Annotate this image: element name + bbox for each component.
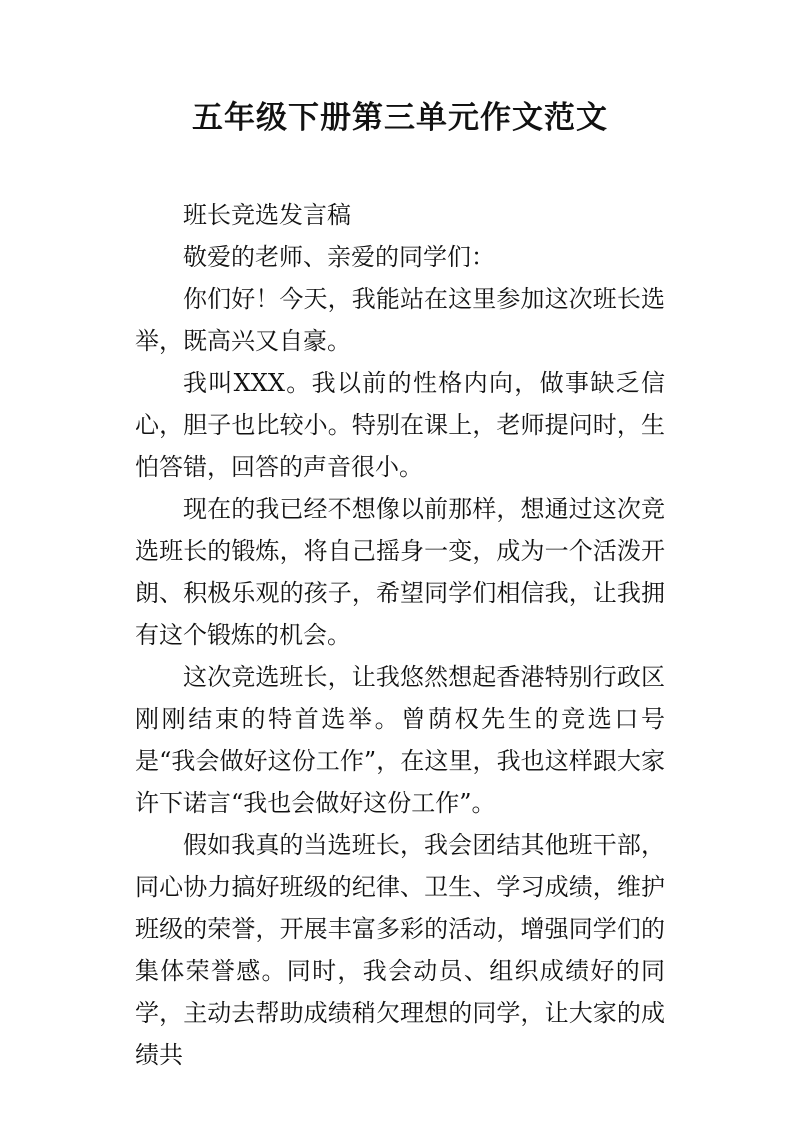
paragraph-greeting: 你们好！今天，我能站在这里参加这次班长选举，既高兴又自豪。 — [135, 285, 665, 355]
paragraph-salutation: 敬爱的老师、亲爱的同学们： — [183, 243, 495, 271]
paragraph-promise: 这次竞选班长，让我悠然想起香港特别行政区刚刚结束的特首选举。曾荫权先生的竞选口号是“我会做好这份工作”，在这里，我也这样跟大家许下诺言“我也会做好这份工作”。 — [135, 663, 665, 817]
paragraph-plan: 假如我真的当选班长，我会团结其他班干部，同心协力搞好班级的纪律、卫生、学习成绩，维护班级的荣誉，开展丰富多彩的活动，增强同学们的集体荣誉感。同时，我会动员、组织成绩好的同学，主动去帮助成绩稍欠理想的同学，让大家的成绩共 — [135, 831, 665, 1069]
paragraph-motivation: 现在的我已经不想像以前那样，想通过这次竞选班长的锻炼，将自己摇身一变，成为一个活泼开朗、积极乐观的孩子，希望同学们相信我，让我拥有这个锻炼的机会。 — [135, 495, 665, 649]
document-body — [135, 194, 665, 1076]
paragraph-heading: 班长竞选发言稿 — [183, 201, 351, 229]
document-title: 五年级下册第三单元作文范文 — [192, 100, 608, 136]
paragraph-self-intro: 我叫XXX。我以前的性格内向，做事缺乏信心，胆子也比较小。特别在课上，老师提问时，生怕答错，回答的声音很小。 — [135, 369, 665, 481]
